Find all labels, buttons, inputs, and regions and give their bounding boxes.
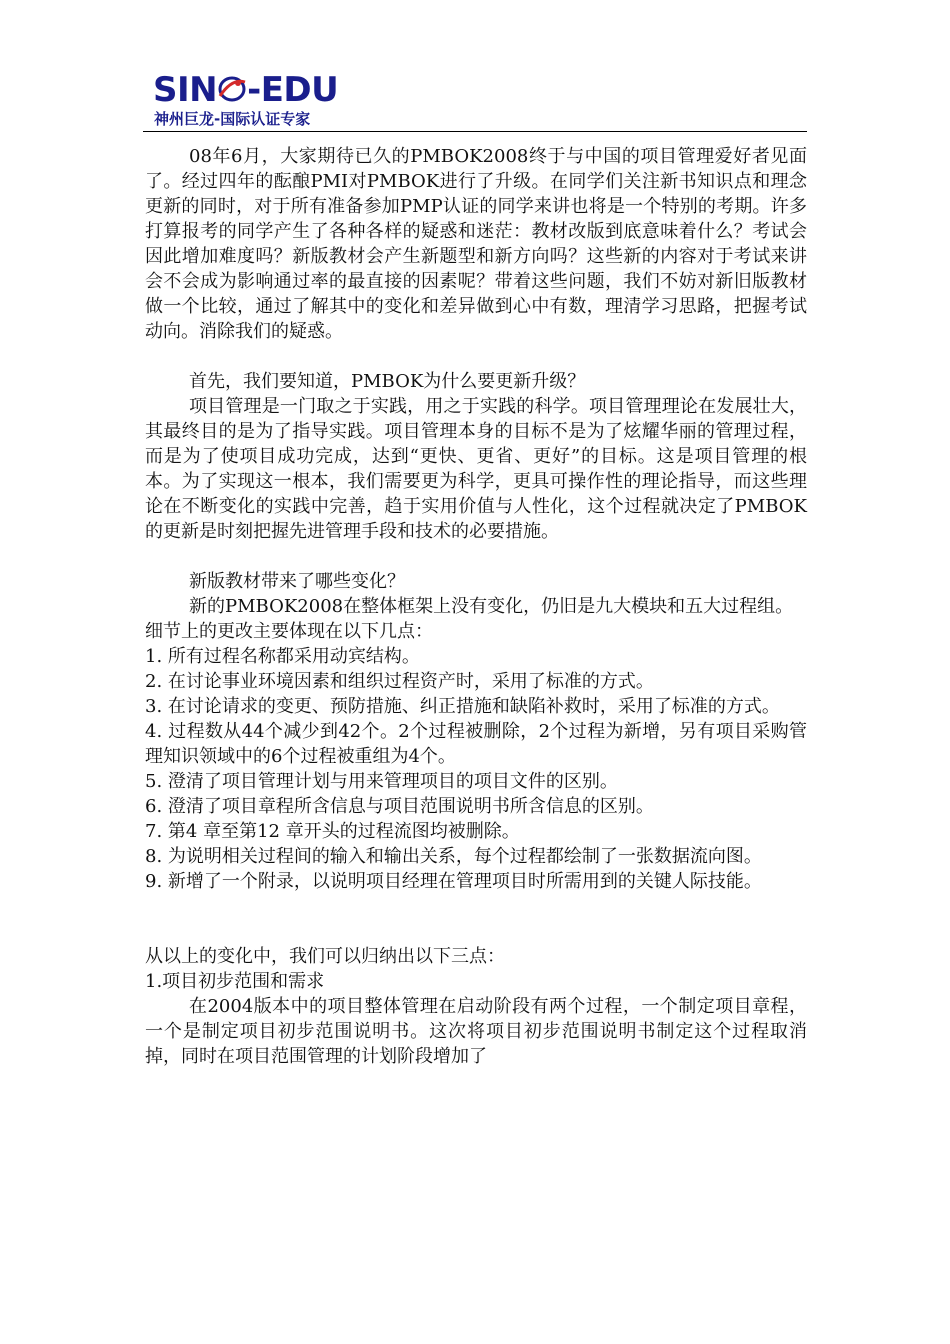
list-item: 2. 在讨论事业环境因素和组织过程资产时，采用了标准的方式。: [145, 671, 654, 692]
spacer: [145, 344, 807, 369]
list-item: 7. 第4 章至第12 章开头的过程流图均被删除。: [145, 821, 520, 842]
document-body: [145, 144, 807, 1069]
question-what-changed: 新版教材带来了哪些变化？: [189, 571, 405, 592]
question-why-upgrade: 首先，我们要知道，PMBOK为什么要更新升级？: [189, 371, 586, 392]
list-item: 4. 过程数从44个减少到42个。2个过程被删除，2个过程为新增，另有项目采购管理知识领域中的6个过程被重组为4个。: [145, 721, 807, 767]
page-header: [143, 62, 807, 134]
intro-paragraph: 08年6月，大家期待已久的PMBOK2008终于与中国的项目管理爱好者见面了。经过四年的酝酿PMI对PMBOK进行了升级。在同学们关注新书知识点和理念更新的同时，对于所有准备参加PMP认证的同学来讲也将是一个特别的考期。许多打算报考的同学产生了各种各样的疑惑和迷茫：教材改版到底意味着什么？考试会因此增加难度吗？新版教材会产生新题型和新方向吗？这些新的内容对于考试来讲会不会成为影响通过率的最直接的因素呢？带着这些问题，我们不妨对新旧版教材做一个比较，通过了解其中的变化和差异做到心中有数，理清学习思路，把握考试动向。消除我们的疑惑。: [145, 146, 807, 342]
list-item: 3. 在讨论请求的变更、预防措施、纠正措施和缺陷补救时，采用了标准的方式。: [145, 696, 780, 717]
list-item: 9. 新增了一个附录，以说明项目经理在管理项目时所需用到的关键人际技能。: [145, 871, 762, 892]
spacer: [145, 544, 807, 569]
spacer: [145, 894, 807, 944]
list-item: 1. 所有过程名称都采用动宾结构。: [145, 646, 420, 667]
pm-practice-paragraph: 项目管理是一门取之于实践，用之于实践的科学。项目管理理论在发展壮大，其最终目的是为了指导实践。项目管理本身的目标不是为了炫耀华丽的管理过程，而是为了使项目成功完成，达到“更快、更省、更好”的目标。这是项目管理的根本。为了实现这一根本，我们需要更为科学，更具可操作性的理论指导，而这些理论在不断变化的实践中完善，趋于实用价值与人性化，这个过程就决定了PMBOK的更新是时刻把握先进管理手段和技术的必要措施。: [145, 396, 807, 542]
summary-intro: 从以上的变化中，我们可以归纳出以下三点：: [145, 946, 505, 967]
scope-paragraph: 在2004版本中的项目整体管理在启动阶段有两个过程，一个制定项目章程，一个是制定项目初步范围说明书。这次将项目初步范围说明书制定这个过程取消掉，同时在项目范围管理的计划阶段增加了: [145, 996, 807, 1067]
sino-edu-logo: [153, 70, 338, 110]
framework-paragraph: 新的PMBOK2008在整体框架上没有变化，仍旧是九大模块和五大过程组。: [189, 596, 794, 617]
list-item: 6. 澄清了项目章程所含信息与项目范围说明书所含信息的区别。: [145, 796, 654, 817]
section-heading: 1.项目初步范围和需求: [145, 971, 325, 992]
logo-text-left: SIN: [153, 70, 218, 110]
header-divider: [143, 131, 807, 132]
list-item: 5. 澄清了项目管理计划与用来管理项目的项目文件的区别。: [145, 771, 618, 792]
logo-tagline: 神州巨龙-国际认证专家: [154, 110, 311, 128]
logo-text-right: -EDU: [247, 70, 339, 110]
details-intro: 细节上的更改主要体现在以下几点：: [145, 621, 433, 642]
list-item: 8. 为说明相关过程间的输入和输出关系，每个过程都绘制了一张数据流向图。: [145, 846, 762, 867]
globe-swoosh-icon: [217, 74, 247, 104]
